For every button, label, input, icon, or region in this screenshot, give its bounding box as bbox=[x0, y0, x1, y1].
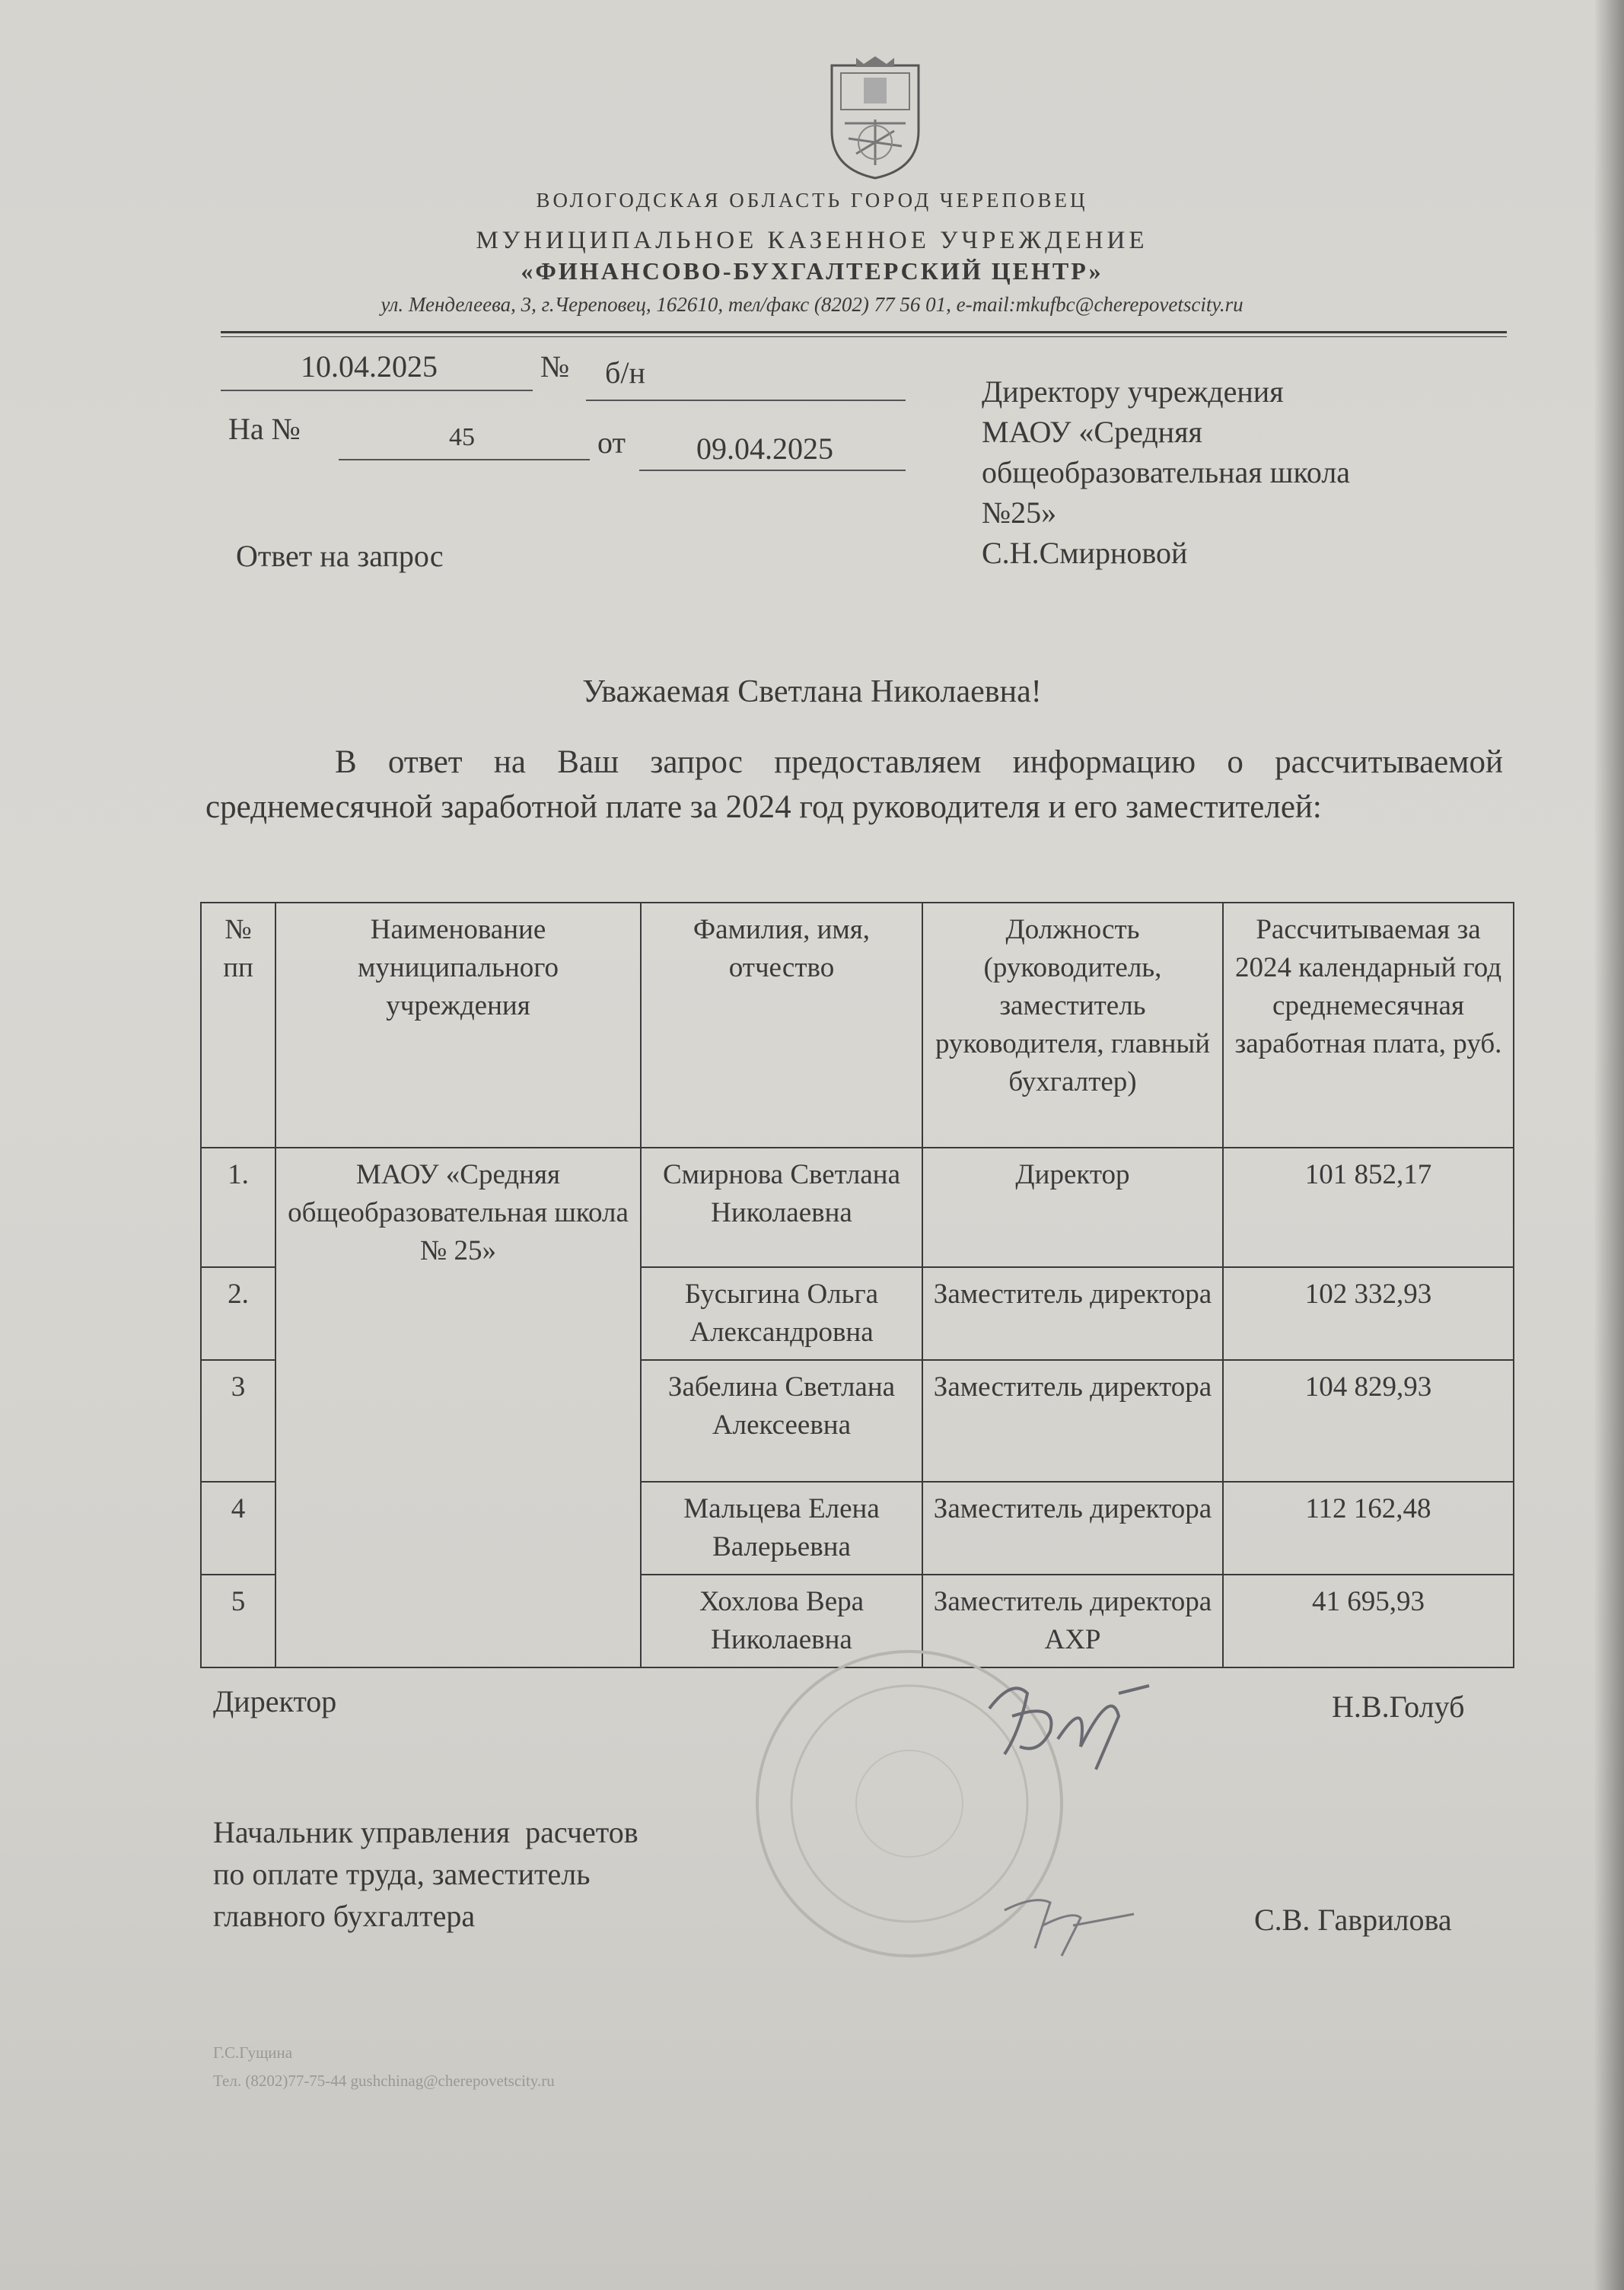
employee-salary: 104 829,93 bbox=[1223, 1360, 1514, 1482]
employee-name: Мальцева Елена Валерьевна bbox=[641, 1482, 922, 1575]
employee-position: Директор bbox=[922, 1148, 1223, 1267]
salary-table bbox=[200, 902, 1514, 1668]
chief-label-line: Начальник управления расчетов bbox=[213, 1815, 638, 1849]
letterhead-address: ул. Менделеева, 3, г.Череповец, 162610, тел/факс (8202) 77 56 01, e-mail:mkufbc@cherepovetscity.ru bbox=[381, 293, 1243, 316]
salutation: Уважаемая Светлана Николаевна! bbox=[582, 674, 1042, 709]
letterhead-institution-name: «ФИНАНСОВО-БУХГАЛТЕРСКИЙ ЦЕНТР» bbox=[521, 257, 1103, 285]
row-number: 2. bbox=[201, 1267, 275, 1360]
header-salary: Рассчитываемая за 2024 календарный год среднемесячная заработная плата, руб. bbox=[1223, 903, 1514, 1148]
letterhead-region: ВОЛОГОДСКАЯ ОБЛАСТЬ ГОРОД ЧЕРЕПОВЕЦ bbox=[536, 189, 1088, 212]
employee-salary: 112 162,48 bbox=[1223, 1482, 1514, 1575]
employee-position: Заместитель директора bbox=[922, 1267, 1223, 1360]
reply-date-label: от bbox=[597, 425, 626, 460]
header-position: Должность (руководитель, заместитель руководителя, главный бухгалтер) bbox=[922, 903, 1223, 1148]
table-row bbox=[201, 1148, 1514, 1267]
addressee-block bbox=[982, 371, 1350, 573]
employee-position: Заместитель директора bbox=[922, 1482, 1223, 1575]
employee-name: Забелина Светлана Алексеевна bbox=[641, 1360, 922, 1482]
letter-date: 10.04.2025 bbox=[301, 349, 438, 384]
employee-position: Заместитель директора bbox=[922, 1360, 1223, 1482]
addressee-line: общеобразовательная школа bbox=[982, 455, 1351, 489]
letter-number: б/н bbox=[605, 355, 645, 390]
executor-name: Г.С.Гущина bbox=[213, 2043, 293, 2062]
reply-date-underline bbox=[639, 470, 906, 471]
row-number: 4 bbox=[201, 1482, 275, 1575]
row-number: 5 bbox=[201, 1575, 275, 1667]
institution-cell: МАОУ «Средняя общеобразовательная школа № 25» bbox=[275, 1148, 641, 1667]
letterhead-divider-thin bbox=[221, 336, 1507, 337]
employee-salary: 102 332,93 bbox=[1223, 1267, 1514, 1360]
addressee-line: С.Н.Смирновой bbox=[982, 536, 1188, 570]
chief-label bbox=[213, 1811, 638, 1937]
executor-contact: Тел. (8202)77-75-44 gushchinag@cherepovetscity.ru bbox=[213, 2072, 555, 2090]
addressee-line: МАОУ «Средняя bbox=[982, 415, 1202, 449]
chief-name: С.В. Гаврилова bbox=[1254, 1903, 1452, 1937]
employee-name: Хохлова Вера Николаевна bbox=[641, 1575, 922, 1667]
employee-position: Заместитель директора АХР bbox=[922, 1575, 1223, 1667]
header-full-name: Фамилия, имя, отчество bbox=[641, 903, 922, 1148]
letterhead-divider bbox=[221, 331, 1507, 333]
row-number: 3 bbox=[201, 1360, 275, 1482]
employee-name: Смирнова Светлана Николаевна bbox=[641, 1148, 922, 1267]
letter-subject: Ответ на запрос bbox=[236, 539, 444, 573]
coat-of-arms-emblem bbox=[826, 55, 925, 180]
header-number: № пп bbox=[201, 903, 275, 1148]
reply-date: 09.04.2025 bbox=[696, 432, 833, 466]
reply-number-underline bbox=[339, 459, 590, 460]
letterhead-institution-type: МУНИЦИПАЛЬНОЕ КАЗЕННОЕ УЧРЕЖДЕНИЕ bbox=[476, 227, 1148, 254]
body-paragraph: В ответ на Ваш запрос предоставляем информацию о рассчитываемой среднемесячной заработной плате за 2024 год руководителя и его заместителей: bbox=[205, 744, 1503, 825]
chief-signature bbox=[989, 1880, 1142, 1964]
table-header-row bbox=[201, 903, 1514, 1148]
director-label: Директор bbox=[213, 1684, 337, 1718]
chief-label-line: главного бухгалтера bbox=[213, 1899, 476, 1933]
date-underline bbox=[221, 390, 533, 391]
letter-number-label: № bbox=[540, 349, 570, 384]
header-institution: Наименование муниципального учреждения bbox=[275, 903, 641, 1148]
chief-label-line: по оплате труда, заместитель bbox=[213, 1857, 591, 1891]
director-signature bbox=[966, 1663, 1164, 1777]
director-name: Н.В.Голуб bbox=[1332, 1690, 1465, 1724]
row-number: 1. bbox=[201, 1148, 275, 1267]
reply-number: 45 bbox=[449, 423, 475, 451]
employee-salary: 41 695,93 bbox=[1223, 1575, 1514, 1667]
addressee-line: Директору учреждения bbox=[982, 374, 1284, 409]
employee-salary: 101 852,17 bbox=[1223, 1148, 1514, 1267]
addressee-line: №25» bbox=[982, 495, 1057, 530]
reply-number-label: На № bbox=[228, 412, 301, 446]
employee-name: Бусыгина Ольга Александровна bbox=[641, 1267, 922, 1360]
number-underline bbox=[586, 400, 906, 401]
